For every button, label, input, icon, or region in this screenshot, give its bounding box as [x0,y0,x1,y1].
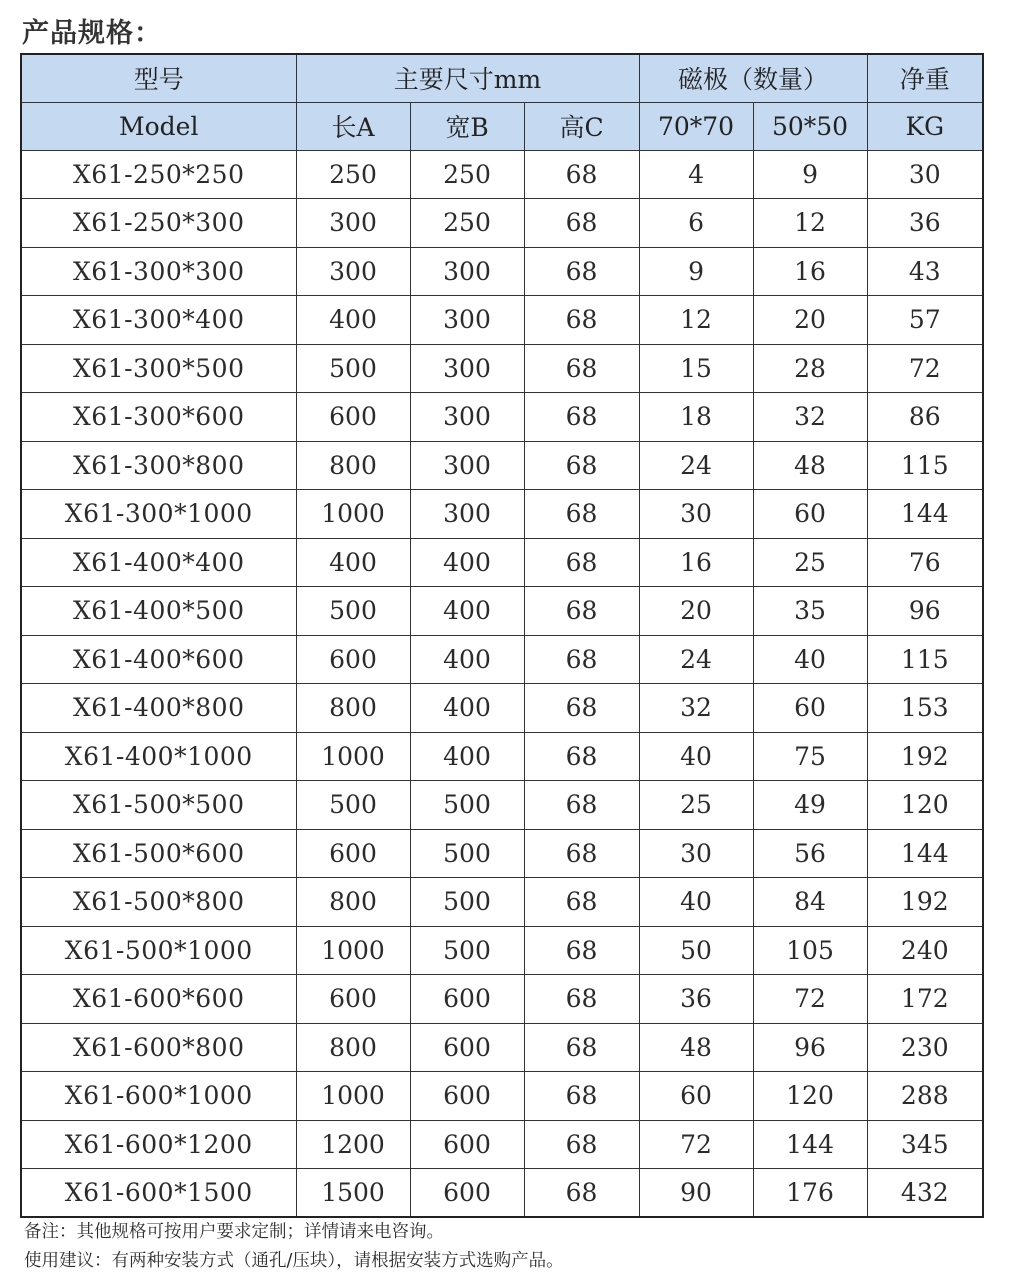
pole-50-cell: 72 [753,975,867,1024]
pole-50-cell: 75 [753,732,867,781]
pole-50-cell: 16 [753,247,867,296]
model-cell: X61-500*500 [21,781,296,830]
height-cell: 68 [524,393,639,442]
pole-50-cell: 176 [753,1169,867,1218]
table-row [21,926,983,975]
model-cell: X61-600*1200 [21,1120,296,1169]
table-row [21,296,983,345]
header-dimensions: 主要尺寸mm [296,54,639,102]
table-row [21,1169,983,1218]
table-row [21,781,983,830]
weight-cell: 230 [867,1023,983,1072]
pole-50-cell: 32 [753,393,867,442]
pole-70-cell: 40 [639,732,753,781]
pole-70-cell: 15 [639,344,753,393]
header-row-2 [21,102,983,150]
table-row [21,684,983,733]
height-cell: 68 [524,587,639,636]
model-cell: X61-300*500 [21,344,296,393]
length-cell: 600 [296,829,410,878]
length-cell: 1000 [296,732,410,781]
width-cell: 600 [410,1023,524,1072]
length-cell: 250 [296,150,410,199]
height-cell: 68 [524,975,639,1024]
model-cell: X61-400*400 [21,538,296,587]
table-row [21,732,983,781]
header-length: 长A [296,102,410,150]
table-row [21,393,983,442]
pole-70-cell: 20 [639,587,753,636]
pole-70-cell: 40 [639,878,753,927]
model-cell: X61-400*1000 [21,732,296,781]
height-cell: 68 [524,781,639,830]
height-cell: 68 [524,538,639,587]
pole-70-cell: 48 [639,1023,753,1072]
weight-cell: 144 [867,490,983,539]
model-cell: X61-400*800 [21,684,296,733]
table-row [21,878,983,927]
length-cell: 800 [296,878,410,927]
width-cell: 400 [410,684,524,733]
pole-70-cell: 16 [639,538,753,587]
note-install: 使用建议：有两种安装方式（通孔/压块），请根据安装方式选购产品。 [24,1251,564,1271]
pole-70-cell: 90 [639,1169,753,1218]
model-cell: X61-300*1000 [21,490,296,539]
height-cell: 68 [524,1120,639,1169]
weight-cell: 96 [867,587,983,636]
pole-50-cell: 56 [753,829,867,878]
weight-cell: 36 [867,199,983,248]
weight-cell: 192 [867,878,983,927]
header-model: 型号 [21,54,296,102]
height-cell: 68 [524,199,639,248]
pole-70-cell: 30 [639,829,753,878]
table-row [21,490,983,539]
width-cell: 500 [410,878,524,927]
length-cell: 500 [296,781,410,830]
spec-table [20,53,984,1218]
length-cell: 1000 [296,926,410,975]
width-cell: 600 [410,975,524,1024]
model-cell: X61-300*300 [21,247,296,296]
weight-cell: 345 [867,1120,983,1169]
width-cell: 400 [410,635,524,684]
pole-50-cell: 105 [753,926,867,975]
pole-50-cell: 60 [753,490,867,539]
length-cell: 800 [296,441,410,490]
width-cell: 300 [410,247,524,296]
height-cell: 68 [524,247,639,296]
height-cell: 68 [524,926,639,975]
pole-70-cell: 24 [639,441,753,490]
width-cell: 250 [410,150,524,199]
height-cell: 68 [524,635,639,684]
height-cell: 68 [524,684,639,733]
pole-50-cell: 96 [753,1023,867,1072]
height-cell: 68 [524,441,639,490]
model-cell: X61-500*1000 [21,926,296,975]
notes [24,1218,984,1276]
width-cell: 250 [410,199,524,248]
weight-cell: 86 [867,393,983,442]
width-cell: 600 [410,1072,524,1121]
weight-cell: 288 [867,1072,983,1121]
pole-50-cell: 48 [753,441,867,490]
width-cell: 300 [410,441,524,490]
table-row [21,975,983,1024]
weight-cell: 30 [867,150,983,199]
length-cell: 600 [296,635,410,684]
pole-70-cell: 50 [639,926,753,975]
length-cell: 500 [296,344,410,393]
model-cell: X61-250*250 [21,150,296,199]
pole-50-cell: 40 [753,635,867,684]
pole-50-cell: 28 [753,344,867,393]
header-poles: 磁极（数量） [639,54,867,102]
page-title: 产品规格： [22,18,162,49]
model-cell: X61-300*800 [21,441,296,490]
weight-cell: 72 [867,344,983,393]
length-cell: 400 [296,296,410,345]
model-cell: X61-600*800 [21,1023,296,1072]
height-cell: 68 [524,829,639,878]
pole-50-cell: 49 [753,781,867,830]
height-cell: 68 [524,296,639,345]
weight-cell: 115 [867,441,983,490]
pole-70-cell: 32 [639,684,753,733]
header-pole-70: 70*70 [639,102,753,150]
width-cell: 400 [410,587,524,636]
pole-50-cell: 9 [753,150,867,199]
pole-50-cell: 60 [753,684,867,733]
table-row [21,1120,983,1169]
table-row [21,150,983,199]
height-cell: 68 [524,878,639,927]
pole-50-cell: 84 [753,878,867,927]
pole-50-cell: 12 [753,199,867,248]
width-cell: 600 [410,1120,524,1169]
weight-cell: 153 [867,684,983,733]
width-cell: 500 [410,926,524,975]
length-cell: 600 [296,975,410,1024]
model-cell: X61-500*600 [21,829,296,878]
length-cell: 500 [296,587,410,636]
length-cell: 800 [296,684,410,733]
model-cell: X61-300*400 [21,296,296,345]
weight-cell: 43 [867,247,983,296]
height-cell: 68 [524,1023,639,1072]
height-cell: 68 [524,1169,639,1218]
weight-cell: 144 [867,829,983,878]
length-cell: 800 [296,1023,410,1072]
table-row [21,587,983,636]
pole-50-cell: 25 [753,538,867,587]
pole-70-cell: 6 [639,199,753,248]
width-cell: 500 [410,829,524,878]
model-cell: X61-600*1000 [21,1072,296,1121]
pole-50-cell: 20 [753,296,867,345]
width-cell: 400 [410,732,524,781]
length-cell: 1200 [296,1120,410,1169]
height-cell: 68 [524,344,639,393]
weight-cell: 115 [867,635,983,684]
model-cell: X61-600*600 [21,975,296,1024]
table-row [21,441,983,490]
height-cell: 68 [524,490,639,539]
length-cell: 300 [296,247,410,296]
width-cell: 300 [410,344,524,393]
table-row [21,1072,983,1121]
weight-cell: 172 [867,975,983,1024]
length-cell: 1500 [296,1169,410,1218]
header-width: 宽B [410,102,524,150]
width-cell: 600 [410,1169,524,1218]
weight-cell: 192 [867,732,983,781]
weight-cell: 76 [867,538,983,587]
table-row [21,199,983,248]
weight-cell: 120 [867,781,983,830]
pole-70-cell: 72 [639,1120,753,1169]
weight-cell: 240 [867,926,983,975]
model-cell: X61-400*500 [21,587,296,636]
model-cell: X61-250*300 [21,199,296,248]
model-cell: X61-300*600 [21,393,296,442]
width-cell: 300 [410,296,524,345]
width-cell: 400 [410,538,524,587]
header-model-en: Model [21,102,296,150]
model-cell: X61-500*800 [21,878,296,927]
width-cell: 300 [410,393,524,442]
pole-70-cell: 9 [639,247,753,296]
pole-50-cell: 120 [753,1072,867,1121]
pole-70-cell: 36 [639,975,753,1024]
header-height: 高C [524,102,639,150]
height-cell: 68 [524,732,639,781]
length-cell: 1000 [296,1072,410,1121]
height-cell: 68 [524,150,639,199]
pole-70-cell: 4 [639,150,753,199]
model-cell: X61-400*600 [21,635,296,684]
length-cell: 400 [296,538,410,587]
header-row-1 [21,54,983,102]
length-cell: 600 [296,393,410,442]
weight-cell: 57 [867,296,983,345]
length-cell: 1000 [296,490,410,539]
header-unit: KG [867,102,983,150]
header-pole-50: 50*50 [753,102,867,150]
note-custom: 备注：其他规格可按用户要求定制；详情请来电咨询。 [24,1222,444,1242]
pole-70-cell: 12 [639,296,753,345]
weight-cell: 432 [867,1169,983,1218]
model-cell: X61-600*1500 [21,1169,296,1218]
table-row [21,344,983,393]
table-body [21,150,983,1217]
pole-70-cell: 24 [639,635,753,684]
width-cell: 500 [410,781,524,830]
table-row [21,538,983,587]
header-weight: 净重 [867,54,983,102]
pole-70-cell: 18 [639,393,753,442]
height-cell: 68 [524,1072,639,1121]
length-cell: 300 [296,199,410,248]
pole-50-cell: 144 [753,1120,867,1169]
table-row [21,247,983,296]
table-row [21,635,983,684]
table-row [21,1023,983,1072]
table-row [21,829,983,878]
pole-70-cell: 60 [639,1072,753,1121]
pole-50-cell: 35 [753,587,867,636]
width-cell: 300 [410,490,524,539]
pole-70-cell: 25 [639,781,753,830]
pole-70-cell: 30 [639,490,753,539]
